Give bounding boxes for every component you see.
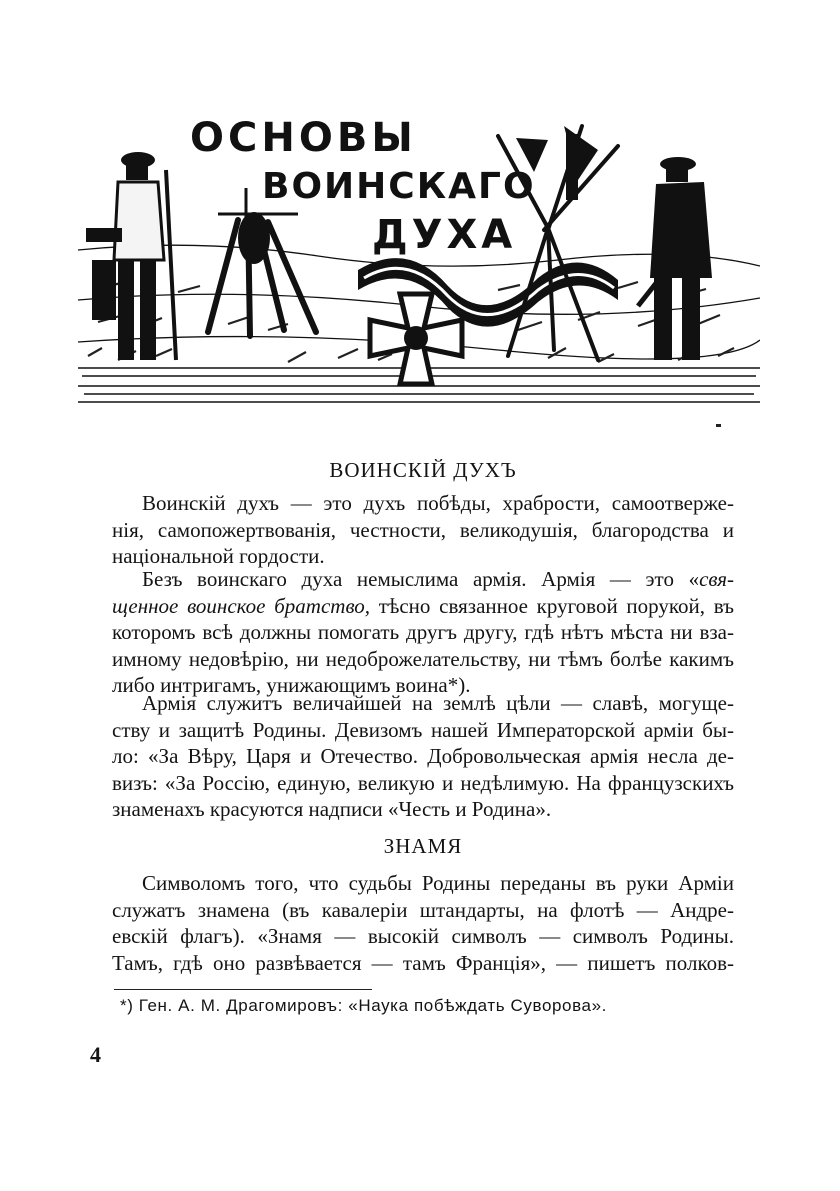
page-number: 4 [90,1042,101,1067]
paragraph-1 [112,490,734,570]
section-heading-military-spirit: ВОИНСКІЙ ДУХЪ [329,458,517,482]
paragraph-2 [112,566,734,699]
text-line: Армія служитъ величайшей на землѣ цѣли — славѣ, могуще- [142,691,734,715]
text-line: ло: «За Вѣру, Царя и Отечество. Добровольческая армія несла де- [112,744,734,768]
text-line [112,593,734,620]
print-speck [716,424,721,427]
header-title-line-3: ДУХА [372,212,517,258]
text-line [112,566,734,593]
section-heading-banner: ЗНАМЯ [383,834,463,858]
text-line: имному недовѣрію, ни недоброжелательству, ни тѣмъ болѣе какимъ [112,646,734,671]
text-line: которомъ всѣ должны помогать другъ другу, гдѣ нѣтъ мѣста ни вза- [112,620,734,644]
text-line: ству и защитѣ Родины. Девизомъ нашей Императорской арміи бы- [112,717,734,742]
italic-run: щенное воинское братство, [112,593,371,618]
text-line: Символомъ того, что судьбы Родины переданы въ руки Арміи [142,871,734,895]
text-line: визъ: «За Россію, единую, великую и недѣлимую. На французскихъ [112,770,734,795]
text-line: Тамъ, гдѣ оно развѣвается — тамъ Франція», — пишетъ полков- [112,950,734,975]
text-line: евскій флагъ). «Знамя — высокій символъ — символъ Родины. [112,924,734,948]
paragraph-3 [112,690,734,823]
text-line: Воинскій духъ — это духъ побѣды, храбрости, самоотверже- [142,491,734,515]
text-line: либо интригамъ, унижающимъ воина*). [112,673,471,697]
text-line: нія, самопожертвованія, честности, великодушія, благородства и [112,517,734,542]
paragraph-4 [112,870,734,976]
text-run: тѣсно связанное круговой порукой, въ [370,593,734,618]
footnote: *) Ген. А. М. Драгомировъ: «Наука побѣждать Суворова». [120,996,607,1015]
italic-run: свя- [699,567,734,591]
header-title-line-2: ВОИНСКАГО [262,166,536,207]
military-engraving-soldiers-cross-icon [78,110,760,410]
footnote-divider [114,989,372,990]
header-title-line-1: ОСНОВЫ [190,115,417,161]
text-run: Безъ воинскаго духа немыслима армія. Армія — это « [142,567,700,591]
text-line: знаменахъ красуются надписи «Честь и Родина». [112,797,552,821]
header-illustration [78,110,760,410]
text-line: національной гордости. [112,544,325,568]
text-line: служатъ знамена (въ кавалеріи штандарты, на флотѣ — Андре- [112,897,734,922]
